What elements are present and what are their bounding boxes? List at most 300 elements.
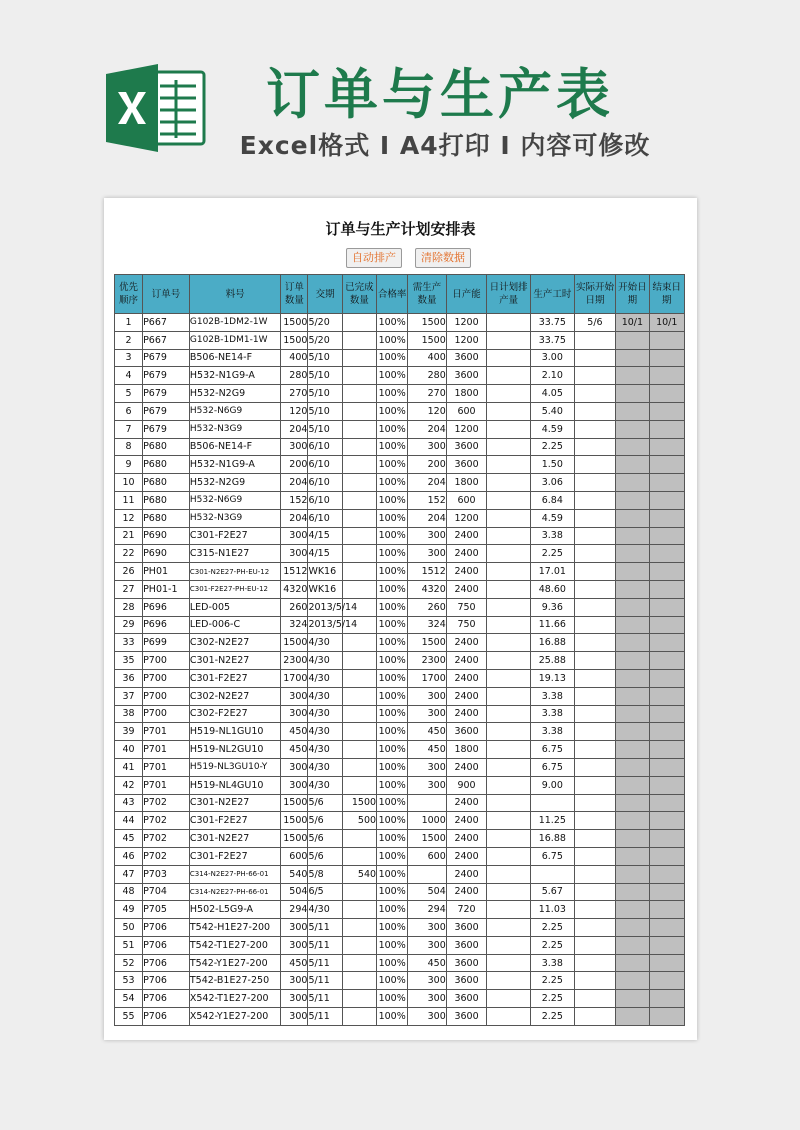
work-hours-cell[interactable]: 2.25 (530, 919, 574, 937)
daily-plan-cell[interactable] (487, 954, 531, 972)
daily-capacity-cell[interactable]: 2400 (446, 830, 487, 848)
daily-capacity-cell[interactable]: 3600 (446, 972, 487, 990)
daily-plan-cell[interactable] (487, 563, 531, 581)
end-date-cell[interactable] (649, 669, 684, 687)
due-date-cell[interactable]: 4/30 (308, 723, 342, 741)
order-qty-cell[interactable]: 1512 (281, 563, 308, 581)
order-no-cell[interactable]: P679 (143, 367, 190, 385)
required-qty-cell[interactable]: 300 (408, 438, 446, 456)
part-no-cell[interactable]: C301-F2E27 (189, 847, 281, 865)
part-no-cell[interactable]: C314-N2E27-PH-66-01 (189, 883, 281, 901)
order-qty-cell[interactable]: 300 (281, 545, 308, 563)
completed-qty-cell[interactable] (342, 883, 376, 901)
due-date-cell[interactable]: 6/10 (308, 474, 342, 492)
priority-cell[interactable]: 52 (115, 954, 143, 972)
order-qty-cell[interactable]: 600 (281, 847, 308, 865)
daily-plan-cell[interactable] (487, 972, 531, 990)
end-date-cell[interactable] (649, 687, 684, 705)
order-qty-cell[interactable]: 300 (281, 438, 308, 456)
order-no-cell[interactable]: P667 (143, 314, 190, 332)
order-qty-cell[interactable]: 260 (281, 598, 308, 616)
required-qty-cell[interactable]: 1500 (408, 634, 446, 652)
pass-rate-cell[interactable]: 100% (377, 474, 408, 492)
pass-rate-cell[interactable]: 100% (377, 616, 408, 634)
start-date-cell[interactable] (616, 598, 649, 616)
actual-start-cell[interactable] (574, 385, 616, 403)
order-no-cell[interactable]: PH01-1 (143, 580, 190, 598)
start-date-cell[interactable] (616, 847, 649, 865)
pass-rate-cell[interactable]: 100% (377, 527, 408, 545)
start-date-cell[interactable] (616, 420, 649, 438)
pass-rate-cell[interactable]: 100% (377, 580, 408, 598)
work-hours-cell[interactable]: 3.38 (530, 527, 574, 545)
start-date-cell[interactable] (616, 883, 649, 901)
priority-cell[interactable]: 44 (115, 812, 143, 830)
required-qty-cell[interactable]: 600 (408, 847, 446, 865)
completed-qty-cell[interactable] (342, 776, 376, 794)
part-no-cell[interactable]: X542-Y1E27-200 (189, 1008, 281, 1026)
due-date-cell[interactable]: 5/10 (308, 402, 342, 420)
completed-qty-cell[interactable] (342, 990, 376, 1008)
order-qty-cell[interactable]: 450 (281, 741, 308, 759)
order-no-cell[interactable]: P700 (143, 687, 190, 705)
order-no-cell[interactable]: P702 (143, 794, 190, 812)
part-no-cell[interactable]: C302-N2E27 (189, 634, 281, 652)
end-date-cell[interactable] (649, 794, 684, 812)
order-no-cell[interactable]: P701 (143, 758, 190, 776)
priority-cell[interactable]: 54 (115, 990, 143, 1008)
start-date-cell[interactable] (616, 865, 649, 883)
priority-cell[interactable]: 49 (115, 901, 143, 919)
daily-plan-cell[interactable] (487, 1008, 531, 1026)
daily-capacity-cell[interactable]: 2400 (446, 705, 487, 723)
pass-rate-cell[interactable]: 100% (377, 491, 408, 509)
part-no-cell[interactable]: C301-F2E27 (189, 527, 281, 545)
due-date-cell[interactable]: 5/11 (308, 1008, 342, 1026)
part-no-cell[interactable]: T542-T1E27-200 (189, 936, 281, 954)
due-date-cell[interactable]: 5/6 (308, 830, 342, 848)
priority-cell[interactable]: 4 (115, 367, 143, 385)
required-qty-cell[interactable]: 300 (408, 990, 446, 1008)
actual-start-cell[interactable] (574, 367, 616, 385)
required-qty-cell[interactable]: 300 (408, 705, 446, 723)
work-hours-cell[interactable]: 11.03 (530, 901, 574, 919)
part-no-cell[interactable]: H519-NL2GU10 (189, 741, 281, 759)
work-hours-cell[interactable]: 3.38 (530, 954, 574, 972)
start-date-cell[interactable] (616, 385, 649, 403)
completed-qty-cell[interactable] (342, 758, 376, 776)
end-date-cell[interactable] (649, 456, 684, 474)
pass-rate-cell[interactable]: 100% (377, 402, 408, 420)
actual-start-cell[interactable] (574, 919, 616, 937)
due-date-cell[interactable]: 5/11 (308, 990, 342, 1008)
pass-rate-cell[interactable]: 100% (377, 1008, 408, 1026)
actual-start-cell[interactable]: 5/6 (574, 314, 616, 332)
actual-start-cell[interactable] (574, 527, 616, 545)
priority-cell[interactable]: 50 (115, 919, 143, 937)
completed-qty-cell[interactable] (342, 580, 376, 598)
completed-qty-cell[interactable] (342, 509, 376, 527)
pass-rate-cell[interactable]: 100% (377, 314, 408, 332)
completed-qty-cell[interactable] (342, 634, 376, 652)
order-no-cell[interactable]: P705 (143, 901, 190, 919)
daily-plan-cell[interactable] (487, 580, 531, 598)
priority-cell[interactable]: 46 (115, 847, 143, 865)
required-qty-cell[interactable]: 204 (408, 509, 446, 527)
start-date-cell[interactable] (616, 456, 649, 474)
completed-qty-cell[interactable] (342, 919, 376, 937)
work-hours-cell[interactable]: 2.25 (530, 936, 574, 954)
part-no-cell[interactable]: H532-N1G9-A (189, 367, 281, 385)
end-date-cell[interactable] (649, 509, 684, 527)
actual-start-cell[interactable] (574, 830, 616, 848)
actual-start-cell[interactable] (574, 580, 616, 598)
start-date-cell[interactable] (616, 580, 649, 598)
completed-qty-cell[interactable] (342, 474, 376, 492)
work-hours-cell[interactable]: 5.40 (530, 402, 574, 420)
completed-qty-cell[interactable] (342, 331, 376, 349)
required-qty-cell[interactable]: 152 (408, 491, 446, 509)
start-date-cell[interactable] (616, 669, 649, 687)
daily-capacity-cell[interactable]: 3600 (446, 936, 487, 954)
work-hours-cell[interactable]: 2.25 (530, 545, 574, 563)
part-no-cell[interactable]: H532-N3G9 (189, 420, 281, 438)
work-hours-cell[interactable]: 9.00 (530, 776, 574, 794)
priority-cell[interactable]: 48 (115, 883, 143, 901)
end-date-cell[interactable]: 10/1 (649, 314, 684, 332)
required-qty-cell[interactable]: 450 (408, 954, 446, 972)
end-date-cell[interactable] (649, 1008, 684, 1026)
end-date-cell[interactable] (649, 491, 684, 509)
due-date-cell[interactable]: 4/30 (308, 652, 342, 670)
part-no-cell[interactable]: G102B-1DM2-1W (189, 314, 281, 332)
due-date-cell[interactable]: 2013/5/14 (308, 616, 342, 634)
completed-qty-cell[interactable] (342, 723, 376, 741)
work-hours-cell[interactable]: 33.75 (530, 314, 574, 332)
order-no-cell[interactable]: P701 (143, 741, 190, 759)
order-no-cell[interactable]: P696 (143, 616, 190, 634)
daily-capacity-cell[interactable]: 2400 (446, 883, 487, 901)
pass-rate-cell[interactable]: 100% (377, 545, 408, 563)
required-qty-cell[interactable]: 504 (408, 883, 446, 901)
pass-rate-cell[interactable]: 100% (377, 812, 408, 830)
end-date-cell[interactable] (649, 972, 684, 990)
actual-start-cell[interactable] (574, 402, 616, 420)
pass-rate-cell[interactable]: 100% (377, 652, 408, 670)
required-qty-cell[interactable]: 1500 (408, 314, 446, 332)
part-no-cell[interactable]: C314-N2E27-PH-66-01 (189, 865, 281, 883)
part-no-cell[interactable]: B506-NE14-F (189, 349, 281, 367)
part-no-cell[interactable]: LED-006-C (189, 616, 281, 634)
order-no-cell[interactable]: P679 (143, 402, 190, 420)
daily-plan-cell[interactable] (487, 349, 531, 367)
priority-cell[interactable]: 26 (115, 563, 143, 581)
order-qty-cell[interactable]: 300 (281, 527, 308, 545)
order-no-cell[interactable]: P702 (143, 812, 190, 830)
priority-cell[interactable]: 42 (115, 776, 143, 794)
daily-capacity-cell[interactable]: 720 (446, 901, 487, 919)
priority-cell[interactable]: 41 (115, 758, 143, 776)
daily-capacity-cell[interactable]: 2400 (446, 545, 487, 563)
completed-qty-cell[interactable] (342, 972, 376, 990)
daily-plan-cell[interactable] (487, 723, 531, 741)
part-no-cell[interactable]: H519-NL4GU10 (189, 776, 281, 794)
order-no-cell[interactable]: P702 (143, 830, 190, 848)
order-no-cell[interactable]: P690 (143, 527, 190, 545)
pass-rate-cell[interactable]: 100% (377, 741, 408, 759)
completed-qty-cell[interactable] (342, 402, 376, 420)
daily-capacity-cell[interactable]: 1800 (446, 385, 487, 403)
order-no-cell[interactable]: P701 (143, 723, 190, 741)
part-no-cell[interactable]: C301-F2E27 (189, 669, 281, 687)
priority-cell[interactable]: 11 (115, 491, 143, 509)
work-hours-cell[interactable]: 6.84 (530, 491, 574, 509)
actual-start-cell[interactable] (574, 794, 616, 812)
required-qty-cell[interactable]: 204 (408, 474, 446, 492)
required-qty-cell[interactable]: 1700 (408, 669, 446, 687)
order-no-cell[interactable]: P706 (143, 990, 190, 1008)
completed-qty-cell[interactable] (342, 456, 376, 474)
daily-capacity-cell[interactable]: 2400 (446, 634, 487, 652)
end-date-cell[interactable] (649, 883, 684, 901)
pass-rate-cell[interactable]: 100% (377, 919, 408, 937)
daily-capacity-cell[interactable]: 1800 (446, 741, 487, 759)
start-date-cell[interactable] (616, 349, 649, 367)
order-no-cell[interactable]: P680 (143, 491, 190, 509)
daily-plan-cell[interactable] (487, 367, 531, 385)
actual-start-cell[interactable] (574, 331, 616, 349)
work-hours-cell[interactable]: 17.01 (530, 563, 574, 581)
required-qty-cell[interactable]: 450 (408, 741, 446, 759)
order-qty-cell[interactable]: 300 (281, 705, 308, 723)
due-date-cell[interactable]: 4/15 (308, 545, 342, 563)
required-qty-cell[interactable]: 300 (408, 687, 446, 705)
order-no-cell[interactable]: P679 (143, 349, 190, 367)
daily-plan-cell[interactable] (487, 509, 531, 527)
actual-start-cell[interactable] (574, 812, 616, 830)
order-qty-cell[interactable]: 152 (281, 491, 308, 509)
daily-capacity-cell[interactable]: 2400 (446, 794, 487, 812)
daily-capacity-cell[interactable]: 2400 (446, 812, 487, 830)
actual-start-cell[interactable] (574, 420, 616, 438)
pass-rate-cell[interactable]: 100% (377, 456, 408, 474)
daily-capacity-cell[interactable]: 3600 (446, 919, 487, 937)
order-no-cell[interactable]: P706 (143, 954, 190, 972)
priority-cell[interactable]: 51 (115, 936, 143, 954)
required-qty-cell[interactable]: 300 (408, 936, 446, 954)
completed-qty-cell[interactable] (342, 901, 376, 919)
start-date-cell[interactable] (616, 687, 649, 705)
order-no-cell[interactable]: P696 (143, 598, 190, 616)
due-date-cell[interactable]: 5/6 (308, 812, 342, 830)
order-qty-cell[interactable]: 300 (281, 919, 308, 937)
due-date-cell[interactable]: 5/11 (308, 919, 342, 937)
pass-rate-cell[interactable]: 100% (377, 705, 408, 723)
order-qty-cell[interactable]: 300 (281, 990, 308, 1008)
completed-qty-cell[interactable]: 500 (342, 812, 376, 830)
required-qty-cell[interactable]: 270 (408, 385, 446, 403)
part-no-cell[interactable]: T542-H1E27-200 (189, 919, 281, 937)
order-qty-cell[interactable]: 204 (281, 509, 308, 527)
daily-plan-cell[interactable] (487, 616, 531, 634)
start-date-cell[interactable] (616, 758, 649, 776)
daily-capacity-cell[interactable]: 3600 (446, 1008, 487, 1026)
priority-cell[interactable]: 39 (115, 723, 143, 741)
daily-plan-cell[interactable] (487, 936, 531, 954)
daily-capacity-cell[interactable]: 2400 (446, 758, 487, 776)
daily-capacity-cell[interactable]: 1200 (446, 331, 487, 349)
pass-rate-cell[interactable]: 100% (377, 972, 408, 990)
daily-plan-cell[interactable] (487, 314, 531, 332)
daily-plan-cell[interactable] (487, 438, 531, 456)
work-hours-cell[interactable]: 19.13 (530, 669, 574, 687)
order-qty-cell[interactable]: 2300 (281, 652, 308, 670)
actual-start-cell[interactable] (574, 652, 616, 670)
order-qty-cell[interactable]: 400 (281, 349, 308, 367)
end-date-cell[interactable] (649, 954, 684, 972)
pass-rate-cell[interactable]: 100% (377, 901, 408, 919)
order-no-cell[interactable]: P701 (143, 776, 190, 794)
daily-plan-cell[interactable] (487, 847, 531, 865)
end-date-cell[interactable] (649, 723, 684, 741)
daily-capacity-cell[interactable]: 3600 (446, 367, 487, 385)
daily-capacity-cell[interactable]: 1200 (446, 314, 487, 332)
start-date-cell[interactable] (616, 402, 649, 420)
order-qty-cell[interactable]: 300 (281, 936, 308, 954)
end-date-cell[interactable] (649, 474, 684, 492)
daily-capacity-cell[interactable]: 1800 (446, 474, 487, 492)
daily-plan-cell[interactable] (487, 865, 531, 883)
daily-plan-cell[interactable] (487, 456, 531, 474)
start-date-cell[interactable] (616, 563, 649, 581)
completed-qty-cell[interactable] (342, 830, 376, 848)
order-no-cell[interactable]: P706 (143, 1008, 190, 1026)
due-date-cell[interactable]: 5/11 (308, 936, 342, 954)
completed-qty-cell[interactable]: 1500 (342, 794, 376, 812)
completed-qty-cell[interactable] (342, 545, 376, 563)
actual-start-cell[interactable] (574, 705, 616, 723)
end-date-cell[interactable] (649, 367, 684, 385)
end-date-cell[interactable] (649, 385, 684, 403)
required-qty-cell[interactable] (408, 794, 446, 812)
actual-start-cell[interactable] (574, 972, 616, 990)
pass-rate-cell[interactable]: 100% (377, 420, 408, 438)
required-qty-cell[interactable]: 1000 (408, 812, 446, 830)
start-date-cell[interactable] (616, 812, 649, 830)
daily-plan-cell[interactable] (487, 812, 531, 830)
order-no-cell[interactable]: P680 (143, 474, 190, 492)
actual-start-cell[interactable] (574, 847, 616, 865)
actual-start-cell[interactable] (574, 349, 616, 367)
order-qty-cell[interactable]: 4320 (281, 580, 308, 598)
required-qty-cell[interactable]: 1500 (408, 331, 446, 349)
completed-qty-cell[interactable] (342, 936, 376, 954)
order-qty-cell[interactable]: 300 (281, 776, 308, 794)
daily-plan-cell[interactable] (487, 598, 531, 616)
actual-start-cell[interactable] (574, 456, 616, 474)
work-hours-cell[interactable]: 2.25 (530, 972, 574, 990)
order-no-cell[interactable]: P706 (143, 972, 190, 990)
due-date-cell[interactable]: 5/10 (308, 385, 342, 403)
daily-plan-cell[interactable] (487, 901, 531, 919)
priority-cell[interactable]: 9 (115, 456, 143, 474)
clear-data-button[interactable]: 清除数据 (415, 248, 471, 268)
priority-cell[interactable]: 38 (115, 705, 143, 723)
actual-start-cell[interactable] (574, 509, 616, 527)
work-hours-cell[interactable]: 3.06 (530, 474, 574, 492)
part-no-cell[interactable]: T542-B1E27-250 (189, 972, 281, 990)
due-date-cell[interactable]: 5/10 (308, 420, 342, 438)
daily-capacity-cell[interactable]: 3600 (446, 723, 487, 741)
part-no-cell[interactable]: G102B-1DM1-1W (189, 331, 281, 349)
order-qty-cell[interactable]: 450 (281, 954, 308, 972)
actual-start-cell[interactable] (574, 669, 616, 687)
order-no-cell[interactable]: P706 (143, 919, 190, 937)
pass-rate-cell[interactable]: 100% (377, 385, 408, 403)
auto-schedule-button[interactable]: 自动排产 (346, 248, 402, 268)
completed-qty-cell[interactable]: 540 (342, 865, 376, 883)
end-date-cell[interactable] (649, 847, 684, 865)
daily-plan-cell[interactable] (487, 741, 531, 759)
daily-capacity-cell[interactable]: 1200 (446, 509, 487, 527)
end-date-cell[interactable] (649, 527, 684, 545)
required-qty-cell[interactable] (408, 865, 446, 883)
due-date-cell[interactable]: 6/10 (308, 491, 342, 509)
order-no-cell[interactable]: P699 (143, 634, 190, 652)
start-date-cell[interactable] (616, 438, 649, 456)
priority-cell[interactable]: 10 (115, 474, 143, 492)
end-date-cell[interactable] (649, 919, 684, 937)
completed-qty-cell[interactable] (342, 563, 376, 581)
daily-plan-cell[interactable] (487, 669, 531, 687)
end-date-cell[interactable] (649, 758, 684, 776)
actual-start-cell[interactable] (574, 741, 616, 759)
actual-start-cell[interactable] (574, 954, 616, 972)
required-qty-cell[interactable]: 300 (408, 972, 446, 990)
pass-rate-cell[interactable]: 100% (377, 438, 408, 456)
daily-plan-cell[interactable] (487, 776, 531, 794)
required-qty-cell[interactable]: 300 (408, 545, 446, 563)
work-hours-cell[interactable]: 11.25 (530, 812, 574, 830)
part-no-cell[interactable]: C302-N2E27 (189, 687, 281, 705)
start-date-cell[interactable] (616, 527, 649, 545)
part-no-cell[interactable]: C301-N2E27-PH-EU-12 (189, 563, 281, 581)
actual-start-cell[interactable] (574, 776, 616, 794)
priority-cell[interactable]: 6 (115, 402, 143, 420)
work-hours-cell[interactable]: 2.25 (530, 1008, 574, 1026)
due-date-cell[interactable]: 5/6 (308, 794, 342, 812)
start-date-cell[interactable] (616, 705, 649, 723)
priority-cell[interactable]: 2 (115, 331, 143, 349)
part-no-cell[interactable]: H532-N3G9 (189, 509, 281, 527)
daily-plan-cell[interactable] (487, 687, 531, 705)
work-hours-cell[interactable]: 3.38 (530, 687, 574, 705)
daily-plan-cell[interactable] (487, 652, 531, 670)
pass-rate-cell[interactable]: 100% (377, 758, 408, 776)
required-qty-cell[interactable]: 300 (408, 919, 446, 937)
order-qty-cell[interactable]: 1500 (281, 331, 308, 349)
order-qty-cell[interactable]: 1700 (281, 669, 308, 687)
order-qty-cell[interactable]: 324 (281, 616, 308, 634)
priority-cell[interactable]: 27 (115, 580, 143, 598)
required-qty-cell[interactable]: 400 (408, 349, 446, 367)
daily-capacity-cell[interactable]: 2400 (446, 865, 487, 883)
actual-start-cell[interactable] (574, 634, 616, 652)
daily-plan-cell[interactable] (487, 491, 531, 509)
start-date-cell[interactable] (616, 954, 649, 972)
order-qty-cell[interactable]: 450 (281, 723, 308, 741)
completed-qty-cell[interactable] (342, 438, 376, 456)
